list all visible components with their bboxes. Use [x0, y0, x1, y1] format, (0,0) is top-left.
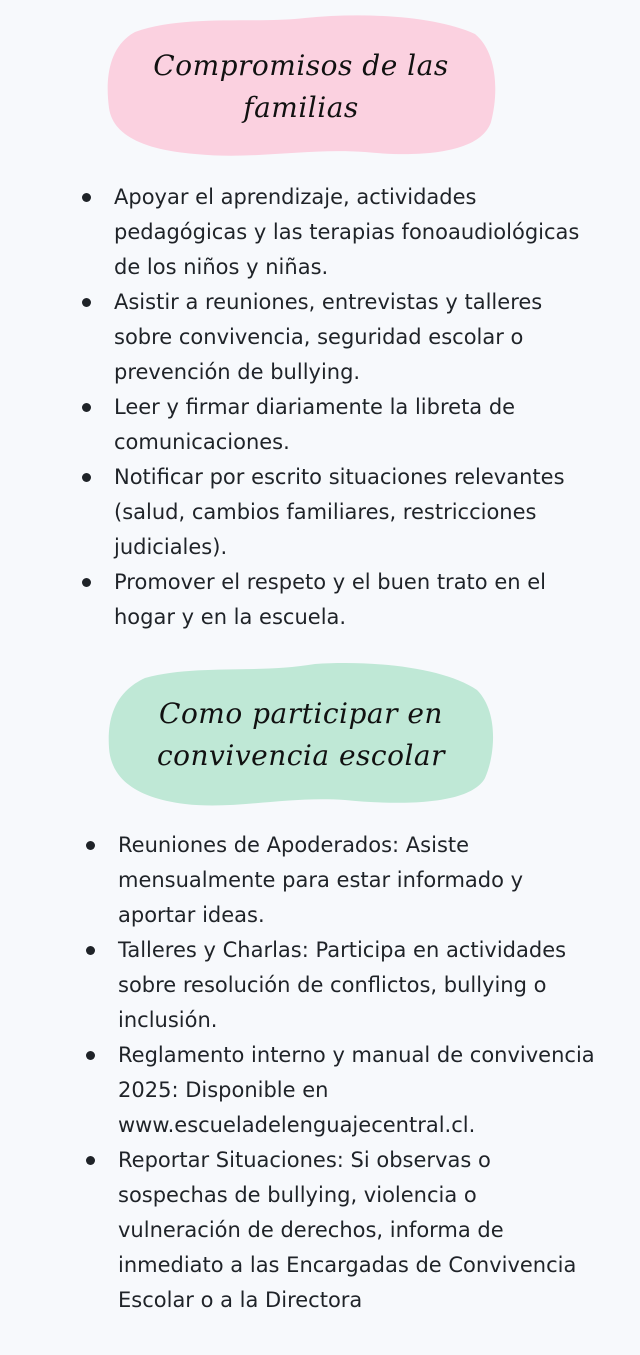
- section-1-header: [105, 12, 497, 162]
- list-item: Reglamento interno y manual de convivencia 2025: Disponible en www.escueladelenguajecentral.cl.: [86, 1038, 606, 1143]
- bullet-icon: [82, 578, 91, 587]
- list-item: Asistir a reuniones, entrevistas y talleres sobre convivencia, seguridad escolar o prevención de bullying.: [82, 285, 602, 390]
- list-item: Reuniones de Apoderados: Asiste mensualmente para estar informado y aportar ideas.: [86, 828, 606, 933]
- bullet-icon: [82, 298, 91, 307]
- section-1-title: Compromisos de las familias: [153, 49, 449, 124]
- list-item: Notificar por escrito situaciones relevantes (salud, cambios familiares, restricciones judiciales).: [82, 460, 602, 565]
- section-1-list: [82, 180, 602, 635]
- bullet-icon: [86, 946, 95, 955]
- bullet-icon: [82, 403, 91, 412]
- bullet-icon: [86, 1156, 95, 1165]
- section-2-title: Como participar en convivencia escolar: [156, 697, 445, 772]
- list-item: Apoyar el aprendizaje, actividades pedagógicas y las terapias fonoaudiológicas de los niños y niñas.: [82, 180, 602, 285]
- list-item: Reportar Situaciones: Si observas o sospechas de bullying, violencia o vulneración de derechos, informa de inmediato a las Encargadas de Convivencia Escolar o a la Directora: [86, 1143, 606, 1318]
- bullet-icon: [82, 193, 91, 202]
- list-item: Talleres y Charlas: Participa en actividades sobre resolución de conflictos, bullying o inclusión.: [86, 933, 606, 1038]
- list-item: Promover el respeto y el buen trato en el hogar y en la escuela.: [82, 565, 602, 635]
- list-item: Leer y firmar diariamente la libreta de comunicaciones.: [82, 390, 602, 460]
- bullet-icon: [82, 473, 91, 482]
- bullet-icon: [86, 1051, 95, 1060]
- section-2-list: [86, 828, 606, 1318]
- section-2-header: [105, 660, 497, 810]
- bullet-icon: [86, 841, 95, 850]
